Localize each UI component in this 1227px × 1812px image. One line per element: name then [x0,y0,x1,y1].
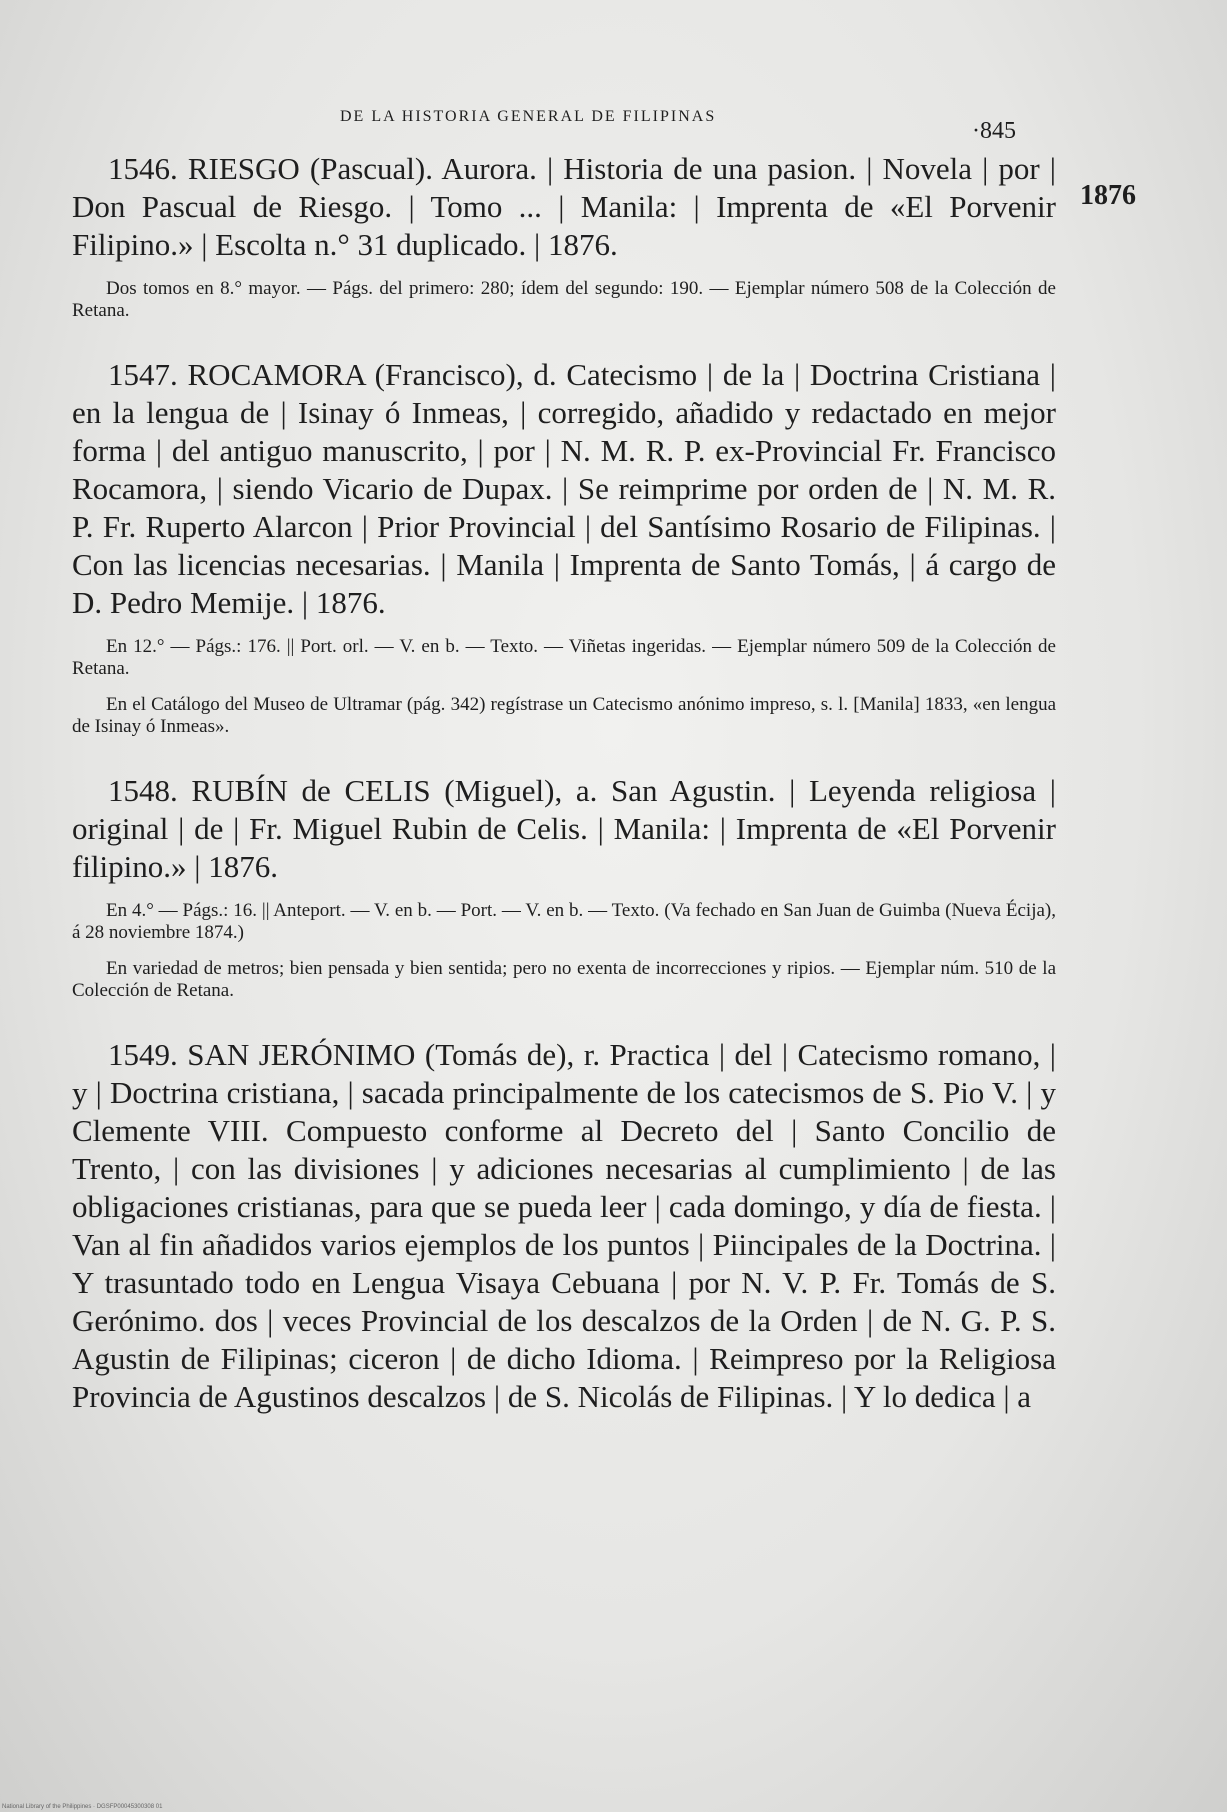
entry-note: En 4.° — Págs.: 16. || Anteport. — V. en b. — Port. — V. en b. — Texto. (Va fechado en San Juan de Guimba (Nueva Écija), á 28 noviembre 1874.) [72,900,1056,943]
entry-note: En el Catálogo del Museo de Ultramar (pág. 342) regístrase un Catecismo anónimo impreso, s. l. [Manila] 1833, «en lengua de Isinay ó Inmeas». [72,694,1056,737]
entry-title [72,150,1056,264]
entry-1547 [72,356,1056,738]
entry-text: RUBÍN de CELIS (Miguel), a. San Agustin. | Leyenda religiosa | original | de | Fr. Miguel Rubin de Celis. | Manila: | Imprenta de «El Porvenir filipino.» | 1876. [72,773,1056,884]
running-head: DE LA HISTORIA GENERAL DE FILIPINAS [340,108,717,125]
entries-column [72,150,1056,1416]
page-number: ·845 [972,118,1016,144]
entry-note: En variedad de metros; bien pensada y bien sentida; pero no exenta de incorrecciones y ripios. — Ejemplar núm. 510 de la Colección de Retana. [72,958,1056,1001]
entry-title [72,1036,1056,1416]
entry-number: 1548. [108,773,178,808]
margin-year: 1876 [1080,180,1136,211]
entry-1548 [72,772,1056,1002]
entry-text: RIESGO (Pascual). Aurora. | Historia de una pasion. | Novela | por | Don Pascual de Riesgo. | Tomo ... | Manila: | Imprenta de «El Porvenir Filipino.» | Escolta n.° 31 duplicado. | 1876. [72,151,1057,262]
library-stamp: National Library of the Philippines · DGSFP00045300308 01 [2,1804,163,1810]
entry-1546 [72,150,1056,322]
entry-text: SAN JERÓNIMO (Tomás de), r. Practica | del | Catecismo romano, | y | Doctrina cristiana, | sacada principalmente de los catecismos de S. Pio V. | y Clemente VIII. Compuesto conforme al Decreto del | Santo Concilio de Trento, | con las divisiones | y adiciones necesarias al cumplimiento | de las obligaciones cristianas, para que se pueda leer | cada domingo, y día de fiesta. | Van al fin añadidos varios ejemplos de los puntos | Piincipales de la Doctrina. | Y trasuntado todo en Lengua Visaya Cebuana | por N. V. P. Fr. Tomás de S. Gerónimo. dos | veces Provincial de los descalzos de la Orden | de N. G. P. S. Agustin de Filipinas; ciceron | de dicho Idioma. | Reimpreso por la Religiosa Provincia de Agustinos descalzos | de S. Nicolás de Filipinas. | Y lo dedica | a [72,1037,1057,1414]
entry-number: 1546. [108,151,178,186]
entry-title [72,356,1056,622]
entry-note: Dos tomos en 8.° mayor. — Págs. del primero: 280; ídem del segundo: 190. — Ejemplar número 508 de la Colección de Retana. [72,278,1056,321]
entry-text: ROCAMORA (Francisco), d. Catecismo | de la | Doctrina Cristiana | en la lengua de | Isinay ó Inmeas, | corregido, añadido y redactado en mejor forma | del antiguo manuscrito, | por | N. M. R. P. ex-Provincial Fr. Francisco Rocamora, | siendo Vicario de Dupax. | Se reimprime por orden de | N. M. R. P. Fr. Ruperto Alarcon | Prior Provincial | del Santísimo Rosario de Filipinas. | Con las licencias necesarias. | Manila | Imprenta de Santo Tomás, | á cargo de D. Pedro Memije. | 1876. [72,357,1056,620]
entry-1549 [72,1036,1056,1416]
entry-number: 1549. [108,1037,178,1072]
entry-title [72,772,1056,886]
entry-note: En 12.° — Págs.: 176. || Port. orl. — V. en b. — Texto. — Viñetas ingeridas. — Ejemplar número 509 de la Colección de Retana. [72,636,1056,679]
entry-number: 1547. [108,357,178,392]
